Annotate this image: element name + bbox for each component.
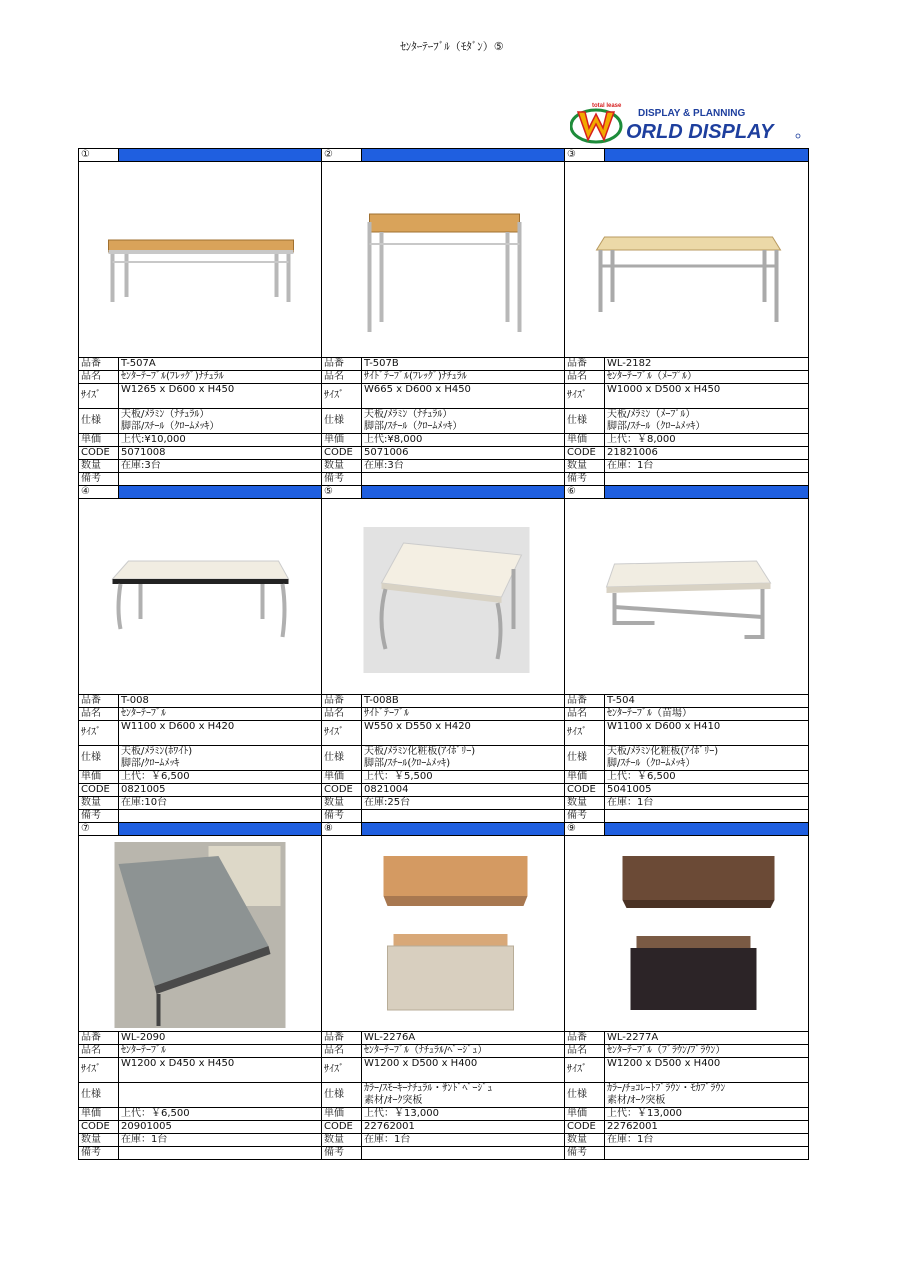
- code-label: CODE: [324, 447, 353, 458]
- product-image: [79, 499, 322, 695]
- item-header-bar: [362, 823, 565, 836]
- size-value: W1100 x D600 x H420: [121, 721, 235, 732]
- item-number: ④: [81, 486, 90, 497]
- page-title: ｾﾝﾀｰﾃｰﾌﾞﾙ（ﾓﾀﾞﾝ）⑤: [400, 40, 504, 53]
- quantity-value: 在庫：1台: [607, 797, 654, 808]
- item-number: ⑧: [324, 823, 333, 834]
- item-number-cell: [322, 149, 362, 162]
- code-row: [79, 784, 809, 797]
- spec-label: 仕様: [324, 1089, 344, 1100]
- code-label: CODE: [567, 1121, 596, 1132]
- spec-label: 仕様: [567, 1089, 587, 1100]
- part-number-value: WL-2276A: [364, 1032, 416, 1043]
- spec-label: 仕様: [324, 415, 344, 426]
- spec-label: 仕様: [324, 752, 344, 763]
- product-catalog-table: [78, 148, 809, 1160]
- item-header-bar: [605, 486, 809, 499]
- item-header-bar: [605, 823, 809, 836]
- product-image: [79, 162, 322, 358]
- note-row: [79, 810, 809, 823]
- product-name-value: ｻｲﾄﾞﾃｰﾌﾞﾙ(ﾌﾚｯｸﾞ)ﾅﾁｭﾗﾙ: [364, 371, 467, 382]
- spec-row: [79, 1083, 809, 1108]
- product-image: [322, 499, 565, 695]
- svg-text:DISPLAY & PLANNING: DISPLAY & PLANNING: [638, 108, 746, 119]
- quantity-value: 在庫:3台: [121, 460, 161, 471]
- unit-price-label: 単価: [567, 434, 587, 445]
- product-image: [565, 836, 809, 1032]
- note-label: 備考: [81, 810, 101, 821]
- item-header-bar: [362, 486, 565, 499]
- size-label: ｻｲｽﾞ: [81, 390, 101, 401]
- size-value: W1000 x D500 x H450: [607, 384, 721, 395]
- size-row: [79, 384, 809, 409]
- part-number-label: 品番: [324, 695, 344, 706]
- svg-text:ORLD DISPLAY: ORLD DISPLAY: [626, 121, 774, 143]
- unit-price-row: [79, 1108, 809, 1121]
- note-label: 備考: [81, 473, 101, 484]
- item-image-row: [79, 836, 809, 1032]
- part-number-value: WL-2090: [121, 1032, 166, 1043]
- code-row: [79, 1121, 809, 1134]
- product-name-value: ｾﾝﾀｰﾃｰﾌﾞﾙ: [121, 708, 166, 719]
- note-label: 備考: [567, 810, 587, 821]
- part-number-value: T-008: [121, 695, 149, 706]
- part-number-value: T-008B: [364, 695, 399, 706]
- code-label: CODE: [81, 447, 110, 458]
- item-number: ⑥: [567, 486, 576, 497]
- code-value: 5071006: [364, 447, 409, 458]
- item-number-cell: [565, 149, 605, 162]
- quantity-label: 数量: [567, 460, 587, 471]
- part-number-value: T-504: [607, 695, 635, 706]
- unit-price-label: 単価: [567, 1108, 587, 1119]
- spec-line-1: 天板/ﾒﾗﾐﾝ（ﾅﾁｭﾗﾙ）: [121, 409, 210, 420]
- item-number: ②: [324, 149, 333, 160]
- part-number-label: 品番: [567, 695, 587, 706]
- size-value: W1200 x D500 x H400: [364, 1058, 478, 1069]
- part-number-row: [79, 1032, 809, 1045]
- quantity-row: [79, 797, 809, 810]
- item-number-cell: [565, 823, 605, 836]
- unit-price-value: 上代：￥13,000: [364, 1108, 439, 1119]
- code-value: 21821006: [607, 447, 658, 458]
- size-value: W665 x D600 x H450: [364, 384, 471, 395]
- product-name-label: 品名: [324, 1045, 344, 1056]
- quantity-label: 数量: [324, 797, 344, 808]
- unit-price-label: 単価: [567, 771, 587, 782]
- item-image-row: [79, 162, 809, 358]
- size-row: [79, 1058, 809, 1083]
- unit-price-value: 上代：￥6,500: [121, 771, 190, 782]
- item-number-cell: [565, 486, 605, 499]
- size-value: W1100 x D600 x H410: [607, 721, 721, 732]
- code-value: 20901005: [121, 1121, 172, 1132]
- item-header-bar: [119, 823, 322, 836]
- part-number-label: 品番: [81, 695, 101, 706]
- product-name-label: 品名: [324, 708, 344, 719]
- note-label: 備考: [567, 473, 587, 484]
- spec-line-2: 素材/ｵｰｸ突板: [607, 1095, 666, 1106]
- code-value: 5041005: [607, 784, 652, 795]
- item-number: ⑦: [81, 823, 90, 834]
- part-number-value: WL-2277A: [607, 1032, 659, 1043]
- code-label: CODE: [567, 447, 596, 458]
- size-row: [79, 721, 809, 746]
- world-display-logo: [570, 100, 810, 144]
- quantity-value: 在庫:10台: [121, 797, 168, 808]
- unit-price-label: 単価: [324, 1108, 344, 1119]
- quantity-value: 在庫:25台: [364, 797, 411, 808]
- product-name-value: ｻｲﾄﾞﾃｰﾌﾞﾙ: [364, 708, 409, 719]
- size-value: W1265 x D600 x H450: [121, 384, 235, 395]
- item-number-cell: [79, 486, 119, 499]
- quantity-value: 在庫：1台: [364, 1134, 411, 1145]
- spec-label: 仕様: [81, 752, 101, 763]
- item-number: ⑤: [324, 486, 333, 497]
- unit-price-row: [79, 434, 809, 447]
- spec-line-1: ｶﾗｰ/ｽﾓｰｷｰﾅﾁｭﾗﾙ・ｻﾝﾄﾞﾍﾞｰｼﾞｭ: [364, 1083, 493, 1094]
- unit-price-value: 上代:¥8,000: [364, 434, 423, 445]
- item-header-row: [79, 823, 809, 836]
- spec-line-2: 脚部/ｽﾁｰﾙ（ｸﾛｰﾑﾒｯｷ）: [121, 421, 220, 432]
- product-name-value: ｾﾝﾀｰﾃｰﾌﾞﾙ（ﾒｰﾌﾟﾙ）: [607, 371, 697, 382]
- size-label: ｻｲｽﾞ: [324, 727, 344, 738]
- product-image: [322, 162, 565, 358]
- unit-price-label: 単価: [81, 1108, 101, 1119]
- item-header-bar: [119, 486, 322, 499]
- part-number-label: 品番: [567, 1032, 587, 1043]
- part-number-label: 品番: [324, 1032, 344, 1043]
- spec-label: 仕様: [567, 415, 587, 426]
- size-label: ｻｲｽﾞ: [81, 1064, 101, 1075]
- code-row: [79, 447, 809, 460]
- unit-price-value: 上代：￥13,000: [607, 1108, 682, 1119]
- spec-line-1: 天板/ﾒﾗﾐﾝ化粧板(ｱｲﾎﾞﾘｰ): [364, 746, 476, 757]
- item-number-cell: [79, 149, 119, 162]
- spec-line-2: 脚/ｽﾁｰﾙ（ｸﾛｰﾑﾒｯｷ）: [607, 758, 696, 769]
- spec-label: 仕様: [567, 752, 587, 763]
- size-label: ｻｲｽﾞ: [324, 390, 344, 401]
- part-number-value: T-507A: [121, 358, 156, 369]
- product-image: [322, 836, 565, 1032]
- logo-w-mark: [571, 110, 621, 142]
- item-number: ⑨: [567, 823, 576, 834]
- part-number-value: WL-2182: [607, 358, 652, 369]
- spec-line-2: 脚部/ｽﾁｰﾙ（ｸﾛｰﾑﾒｯｷ）: [607, 421, 706, 432]
- item-header-row: [79, 149, 809, 162]
- size-label: ｻｲｽﾞ: [567, 1064, 587, 1075]
- quantity-value: 在庫：1台: [607, 460, 654, 471]
- code-label: CODE: [324, 1121, 353, 1132]
- product-image: [565, 162, 809, 358]
- part-number-row: [79, 358, 809, 371]
- size-label: ｻｲｽﾞ: [567, 727, 587, 738]
- size-label: ｻｲｽﾞ: [324, 1064, 344, 1075]
- product-name-row: [79, 708, 809, 721]
- product-name-label: 品名: [81, 1045, 101, 1056]
- product-name-value: ｾﾝﾀｰﾃｰﾌﾞﾙ（ﾅﾁｭﾗﾙ/ﾍﾞｰｼﾞｭ）: [364, 1045, 488, 1056]
- product-name-label: 品名: [567, 708, 587, 719]
- note-label: 備考: [324, 810, 344, 821]
- item-header-bar: [605, 149, 809, 162]
- item-number-cell: [322, 823, 362, 836]
- product-name-label: 品名: [81, 371, 101, 382]
- part-number-label: 品番: [324, 358, 344, 369]
- part-number-label: 品番: [567, 358, 587, 369]
- note-label: 備考: [324, 1147, 344, 1158]
- part-number-value: T-507B: [364, 358, 399, 369]
- code-label: CODE: [567, 784, 596, 795]
- part-number-row: [79, 695, 809, 708]
- code-value: 0821004: [364, 784, 409, 795]
- quantity-label: 数量: [324, 460, 344, 471]
- quantity-row: [79, 460, 809, 473]
- product-name-value: ｾﾝﾀｰﾃｰﾌﾞﾙ(ﾌﾚｯｸﾞ)ﾅﾁｭﾗﾙ: [121, 371, 224, 382]
- quantity-label: 数量: [81, 1134, 101, 1145]
- spec-row: [79, 409, 809, 434]
- code-value: 5071008: [121, 447, 166, 458]
- size-label: ｻｲｽﾞ: [567, 390, 587, 401]
- quantity-label: 数量: [81, 460, 101, 471]
- product-name-label: 品名: [567, 371, 587, 382]
- size-value: W1200 x D450 x H450: [121, 1058, 235, 1069]
- unit-price-value: 上代：￥5,500: [364, 771, 433, 782]
- spec-line-2: 脚部/ｸﾛｰﾑﾒｯｷ: [121, 758, 180, 769]
- unit-price-label: 単価: [324, 434, 344, 445]
- size-value: W550 x D550 x H420: [364, 721, 471, 732]
- unit-price-value: 上代:¥10,000: [121, 434, 186, 445]
- note-row: [79, 1147, 809, 1160]
- size-label: ｻｲｽﾞ: [81, 727, 101, 738]
- quantity-label: 数量: [81, 797, 101, 808]
- product-image: [79, 836, 322, 1032]
- code-label: CODE: [81, 1121, 110, 1132]
- item-header-bar: [119, 149, 322, 162]
- spec-line-1: ｶﾗｰ/ﾁｮｺﾚｰﾄﾌﾞﾗｳﾝ・ﾓｶﾌﾞﾗｳﾝ: [607, 1083, 726, 1094]
- item-number: ③: [567, 149, 576, 160]
- spec-label: 仕様: [81, 415, 101, 426]
- product-name-value: ｾﾝﾀｰﾃｰﾌﾞﾙ: [121, 1045, 166, 1056]
- unit-price-label: 単価: [324, 771, 344, 782]
- item-header-row: [79, 486, 809, 499]
- product-name-label: 品名: [81, 708, 101, 719]
- quantity-value: 在庫:3台: [364, 460, 404, 471]
- svg-text:total lease: total lease: [592, 103, 622, 109]
- note-row: [79, 473, 809, 486]
- quantity-row: [79, 1134, 809, 1147]
- product-name-value: ｾﾝﾀｰﾃｰﾌﾞﾙ（苗場）: [607, 708, 692, 719]
- part-number-label: 品番: [81, 358, 101, 369]
- spec-line-2: 脚部/ｽﾁｰﾙ（ｸﾛｰﾑﾒｯｷ）: [364, 421, 463, 432]
- spec-line-2: 素材/ｵｰｸ突板: [364, 1095, 423, 1106]
- product-image: [565, 499, 809, 695]
- quantity-value: 在庫：1台: [121, 1134, 168, 1145]
- spec-line-1: 天板/ﾒﾗﾐﾝ（ﾅﾁｭﾗﾙ）: [364, 409, 453, 420]
- product-name-value: ｾﾝﾀｰﾃｰﾌﾞﾙ（ﾌﾞﾗｳﾝ/ﾌﾞﾗｳﾝ）: [607, 1045, 726, 1056]
- product-name-row: [79, 1045, 809, 1058]
- code-label: CODE: [324, 784, 353, 795]
- size-value: W1200 x D500 x H400: [607, 1058, 721, 1069]
- quantity-label: 数量: [324, 1134, 344, 1145]
- product-name-label: 品名: [567, 1045, 587, 1056]
- code-value: 22762001: [607, 1121, 658, 1132]
- product-name-label: 品名: [324, 371, 344, 382]
- note-label: 備考: [81, 1147, 101, 1158]
- spec-line-1: 天板/ﾒﾗﾐﾝ(ﾎﾜｲﾄ): [121, 746, 193, 757]
- spec-line-2: 脚部/ｽﾁｰﾙ(ｸﾛｰﾑﾒｯｷ): [364, 758, 451, 769]
- product-name-row: [79, 371, 809, 384]
- unit-price-label: 単価: [81, 771, 101, 782]
- spec-line-1: 天板/ﾒﾗﾐﾝ（ﾒｰﾌﾟﾙ）: [607, 409, 696, 420]
- item-number-cell: [322, 486, 362, 499]
- spec-label: 仕様: [81, 1089, 101, 1100]
- code-value: 0821005: [121, 784, 166, 795]
- item-number-cell: [79, 823, 119, 836]
- part-number-label: 品番: [81, 1032, 101, 1043]
- item-header-bar: [362, 149, 565, 162]
- quantity-label: 数量: [567, 797, 587, 808]
- spec-line-1: 天板/ﾒﾗﾐﾝ化粧板(ｱｲﾎﾞﾘｰ): [607, 746, 719, 757]
- quantity-label: 数量: [567, 1134, 587, 1145]
- code-label: CODE: [81, 784, 110, 795]
- spec-row: [79, 746, 809, 771]
- item-image-row: [79, 499, 809, 695]
- quantity-value: 在庫：1台: [607, 1134, 654, 1145]
- code-value: 22762001: [364, 1121, 415, 1132]
- unit-price-label: 単価: [81, 434, 101, 445]
- unit-price-value: 上代：￥6,500: [607, 771, 676, 782]
- unit-price-row: [79, 771, 809, 784]
- item-number: ①: [81, 149, 90, 160]
- unit-price-value: 上代：￥6,500: [121, 1108, 190, 1119]
- note-label: 備考: [567, 1147, 587, 1158]
- unit-price-value: 上代：￥8,000: [607, 434, 676, 445]
- note-label: 備考: [324, 473, 344, 484]
